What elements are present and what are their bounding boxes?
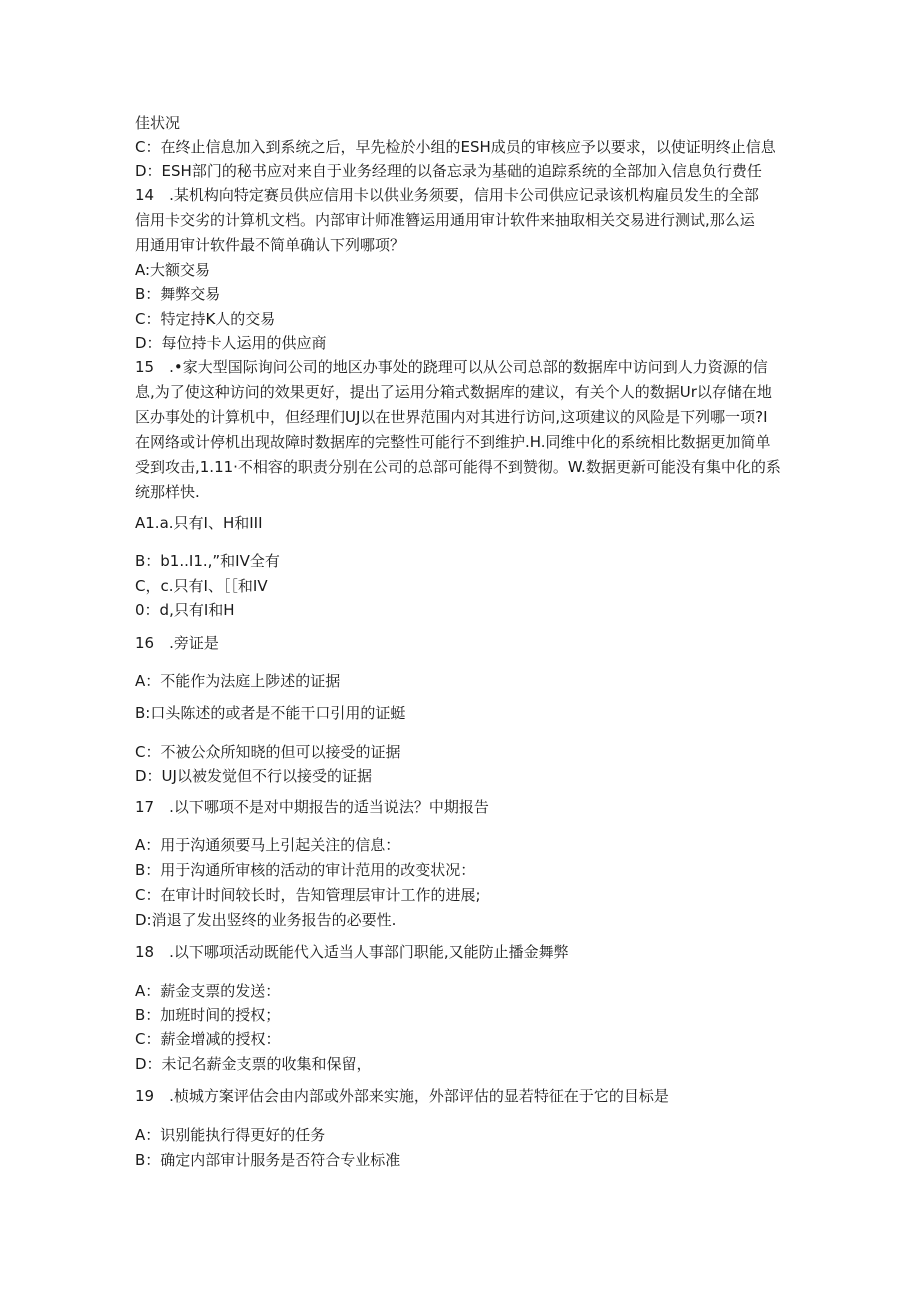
question-16: 16 .旁证是 (135, 634, 219, 652)
question-14: 14 .某机构向特定赛员供应信用卡以供业务须要，信用卡公司供应记录该机构雇员发生的全部 (135, 186, 759, 204)
question-17: 17 .以下哪项不是对中期报告的适当说法？中期报告 (135, 798, 489, 816)
option-a: A：不能作为法庭上陟述的证据 (135, 672, 341, 690)
option-b: B：加班时间的授权； (135, 1006, 281, 1024)
text-line: 息,为了使这种访问的效果更好，提出了运用分箱式数据库的建议，有关个人的数据Ur以存储在地 (135, 383, 772, 401)
option-c: C，c.只有I、［［和IV (135, 577, 268, 595)
option-a: A：识别能执行得更好的任务 (135, 1126, 326, 1144)
option-d: D：未记名薪金支票的收集和保留， (135, 1055, 372, 1073)
option-d: D:消退了发出竖终的业务报告的必要性. (135, 911, 397, 929)
text-line: 用通用审计软件最不简单确认下列哪项？ (135, 236, 406, 254)
option-a: A1.a.只有I、H和III (135, 514, 263, 532)
option-d: D：每位持卡人运用的供应商 (135, 334, 327, 352)
option-c: C：在审计时间较长时，告知管理层审计工作的进展; (135, 886, 481, 904)
option-b: B：舞弊交易 (135, 285, 221, 303)
text-line: D：ESH部门的秘书应对来自于业务经理的以备忘录为基础的追踪系统的全部加入信息负行费任 (135, 162, 762, 180)
text-line: C：在终止信息加入到系统之后，早先检於小组的ESH成员的审核应予以要求，以使证明终止信息 (135, 138, 776, 156)
option-a: A：用于沟通须要马上引起关注的信息： (135, 836, 401, 854)
option-b: B:口头陈述的或者是不能干口引用的证蜓 (135, 704, 406, 722)
text-line: 信用卡交劣的计算机文档。内部审计师准簪运用通用审计软件来抽取相关交易进行测试,那么运 (135, 211, 755, 229)
text-line: 区办事处的计算机中，但经理们UJ以在世界范围内对其进行访问,这项建议的风险是下列哪一项?I (135, 408, 768, 426)
text-line: 受到攻击,1.11·不相容的职责分别在公司的总部可能得不到赞彻。W.数据更新可能没有集中化的系 (135, 458, 781, 476)
text-line: 在网络或计停机出现故障时数据库的完整性可能行不到维护.H.同维中化的系统相比数据更加简单 (135, 433, 771, 451)
option-b: B：用于沟通所审核的活动的审计范用的改变状况： (135, 861, 476, 879)
text-line: 统那样快. (135, 483, 200, 501)
option-d: 0：d,只有I和H (135, 601, 235, 619)
question-18: 18 .以下哪项活动既能代入适当人事部门职能,又能防止播金舞弊 (135, 943, 569, 961)
question-15: 15 .•家大型国际询问公司的地区办事处的跷理可以从公司总部的数据库中访问到人力资源的信 (135, 358, 768, 376)
text-line: 佳状况 (135, 114, 181, 132)
option-b: B：确定内部审计服务是否符合专业标准 (135, 1151, 401, 1169)
option-a: A：薪金支票的发送： (135, 982, 281, 1000)
option-c: C：薪金增减的授权： (135, 1030, 281, 1048)
option-c: C：不被公众所知晓的但可以接受的证据 (135, 743, 401, 761)
option-b: B：b1..I1.,”和IV全有 (135, 552, 280, 570)
option-c: C：特定持K人的交易 (135, 310, 276, 328)
option-d: D：UJ以被发觉但不行以接受的证据 (135, 767, 372, 785)
question-19: 19 .桢城方案评估会由内部或外部来实施，外部评估的显若特征在于它的目标是 (135, 1087, 669, 1105)
option-a: A:大额交易 (135, 261, 211, 279)
